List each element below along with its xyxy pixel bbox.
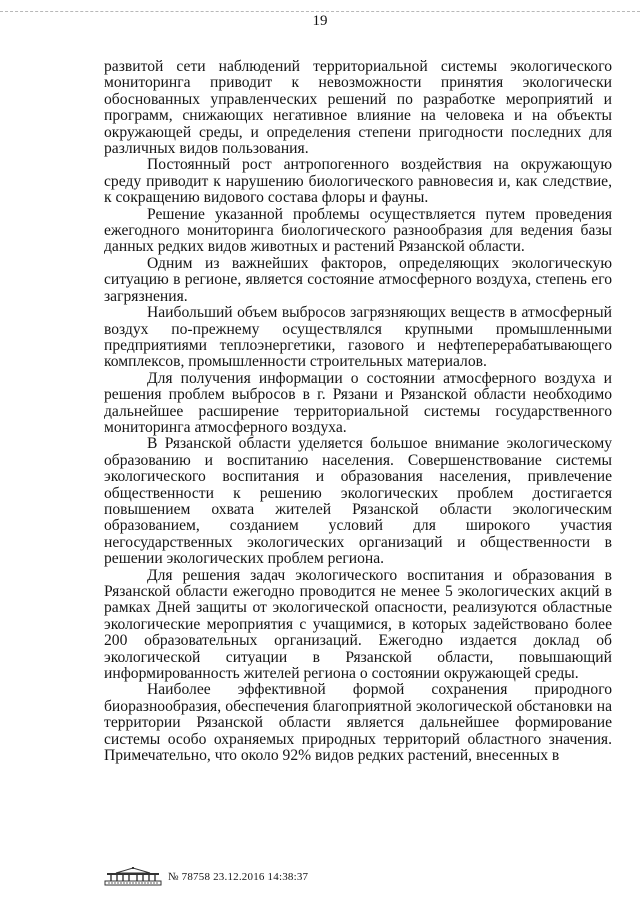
paragraph: Наибольший объем выбросов загрязняющих веществ в атмосферный воздух по-прежнему осуществлялся крупными промышленными предприятиями теплоэнергетики, газового и нефтеперерабатывающего комплексов, промышленности строительных материалов. xyxy=(104,304,612,371)
paragraph: Постоянный рост антропогенного воздействия на окружающую среду приводит к нарушению биологического равновесия и, как следствие, к сокращению видового состава флоры и фауны. xyxy=(104,156,612,207)
document-body xyxy=(104,59,612,764)
page-number: 19 xyxy=(312,13,328,29)
paragraph: Для получения информации о состоянии атмосферного воздуха и решения проблем выбросов в г. Рязани и Рязанской области необходимо дальнейшее расширение территориальной системы государственного мониторинга атмосферного воздуха. xyxy=(104,369,612,436)
paragraph: Наиболее эффективной формой сохранения природного биоразнообразия, обеспечения благоприятной экологической обстановки на территории Рязанской области является дальнейшее формирование системы особо охраняемых природных территорий областного значения. Примечательно, что около 92% видов редких растений, внесенных в xyxy=(104,681,612,765)
paragraph-continuation: развитой сети наблюдений территориальной системы экологического мониторинга приводит к невозможности принятия экологически обоснованных управленческих решений по разработке мероприятий и программ, снижающих негативное влияние на человека и на объекты окружающей среды, и определения степени пригодности последних для различных видов пользования. xyxy=(104,58,612,158)
document-registration-stamp: № 78758 23.12.2016 14:38:37 xyxy=(168,871,309,883)
paragraph: В Рязанской области уделяется большое внимание экологическому образованию и воспитанию населения. Совершенствование системы экологического воспитания и образования населения, привлечение общественности к решению экологических проблем достигается повышением охвата жителей Рязанской области экологическим образованием, созданием условий для широкого участия негосударственных экологических организаций и общественности в решении экологических проблем региона. xyxy=(104,435,612,568)
top-divider xyxy=(0,11,640,12)
paragraph: Решение указанной проблемы осуществляется путем проведения ежегодного мониторинга биологического разнообразия для ведения базы данных редких видов животных и растений Рязанской области. xyxy=(104,205,612,256)
paragraph: Одним из важнейших факторов, определяющих экологическую ситуацию в регионе, является состояние атмосферного воздуха, степень его загрязнения. xyxy=(104,254,612,305)
document-footer xyxy=(104,867,524,887)
government-building-icon xyxy=(104,867,162,886)
paragraph: Для решения задач экологического воспитания и образования в Рязанской области ежегодно проводится не менее 5 экологических акций в рамках Дней защиты от экологической опасности, реализуются областные экологические мероприятия с учащимися, в которых задействовано более 200 образовательных организаций. Ежегодно издается доклад об экологической ситуации в Рязанской области, повышающий информированность жителей региона о состоянии окружающей среды. xyxy=(104,566,612,683)
